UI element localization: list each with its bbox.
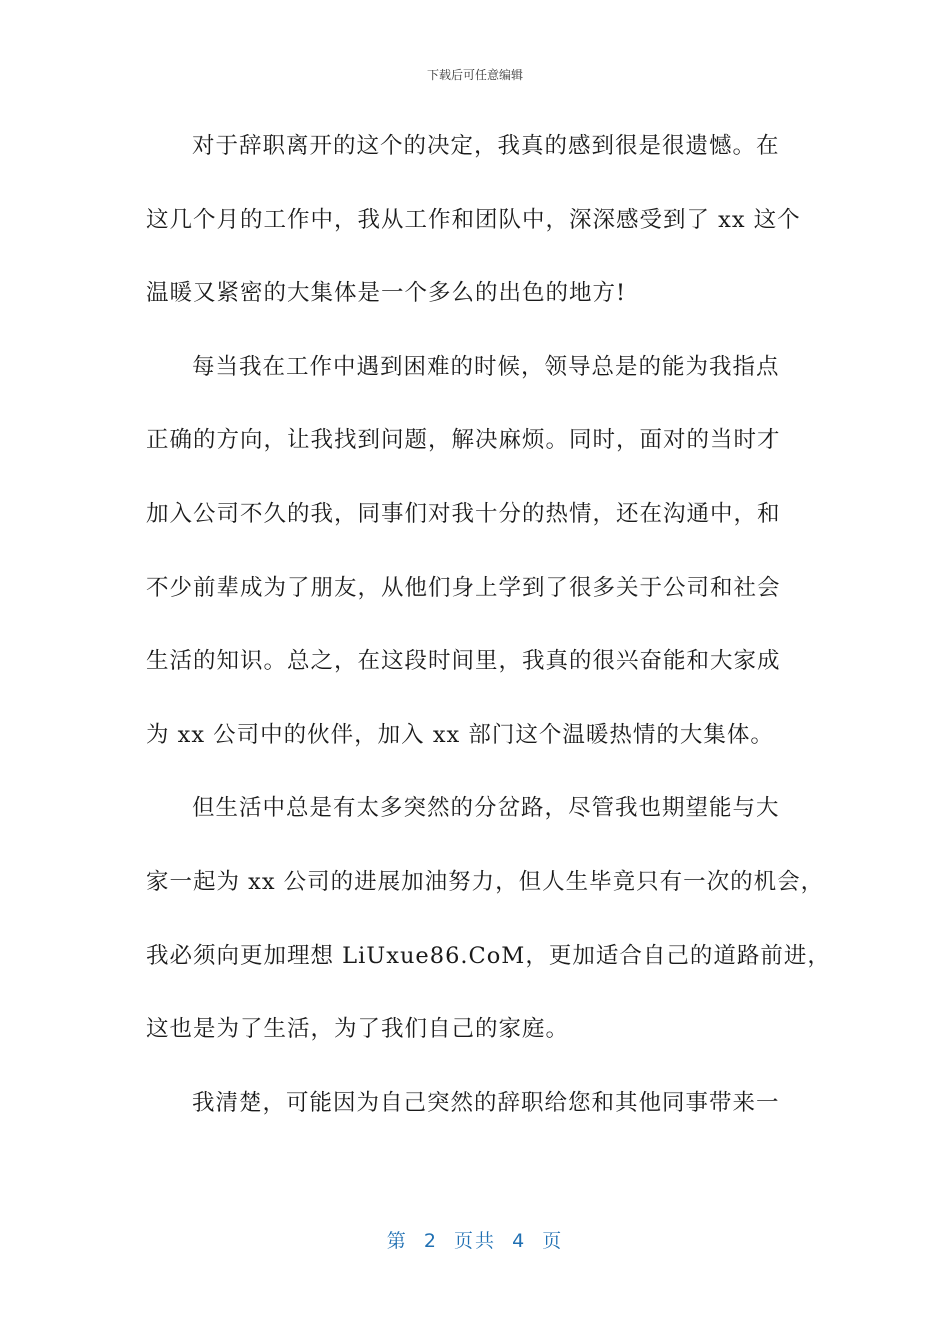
text-line: 我必须向更加理想 LiUxue86.CoM，更加适合自己的道路前进， [146,942,831,969]
text-line: 这几个月的工作中，我从工作和团队中，深深感受到了 xx 这个 [146,206,801,233]
text-line: 家一起为 xx 公司的进展加油努力，但人生毕竟只有一次的机会， [146,868,825,895]
page-footer: 第 2 页共 4 页 [386,1230,564,1252]
text-line: 加入公司不久的我，同事们对我十分的热情，还在沟通中，和 [146,500,781,527]
text-line: 这也是为了生活，为了我们自己的家庭。 [146,1016,570,1043]
text-line: 为 xx 公司中的伙伴，加入 xx 部门这个温暖热情的大集体。 [146,721,774,748]
text-line: 每当我在工作中遇到困难的时候，领导总是的能为我指点 [192,353,780,380]
text-line: 不少前辈成为了朋友，从他们身上学到了很多关于公司和社会 [146,574,781,601]
text-line: 正确的方向，让我找到问题，解决麻烦。同时，面对的当时才 [146,427,781,454]
text-line: 我清楚，可能因为自己突然的辞职给您和其他同事带来一 [192,1089,780,1116]
text-line: 但生活中总是有太多突然的分岔路，尽管我也期望能与大 [192,795,780,822]
text-line: 生活的知识。总之，在这段时间里，我真的很兴奋能和大家成 [146,648,781,675]
text-line: 温暖又紧密的大集体是一个多么的出色的地方! [146,280,627,307]
document-body [146,128,831,1158]
text-line: 对于辞职离开的这个的决定，我真的感到很是很遗憾。在 [192,133,780,159]
page-header: 下载后可任意编辑 [426,68,523,82]
